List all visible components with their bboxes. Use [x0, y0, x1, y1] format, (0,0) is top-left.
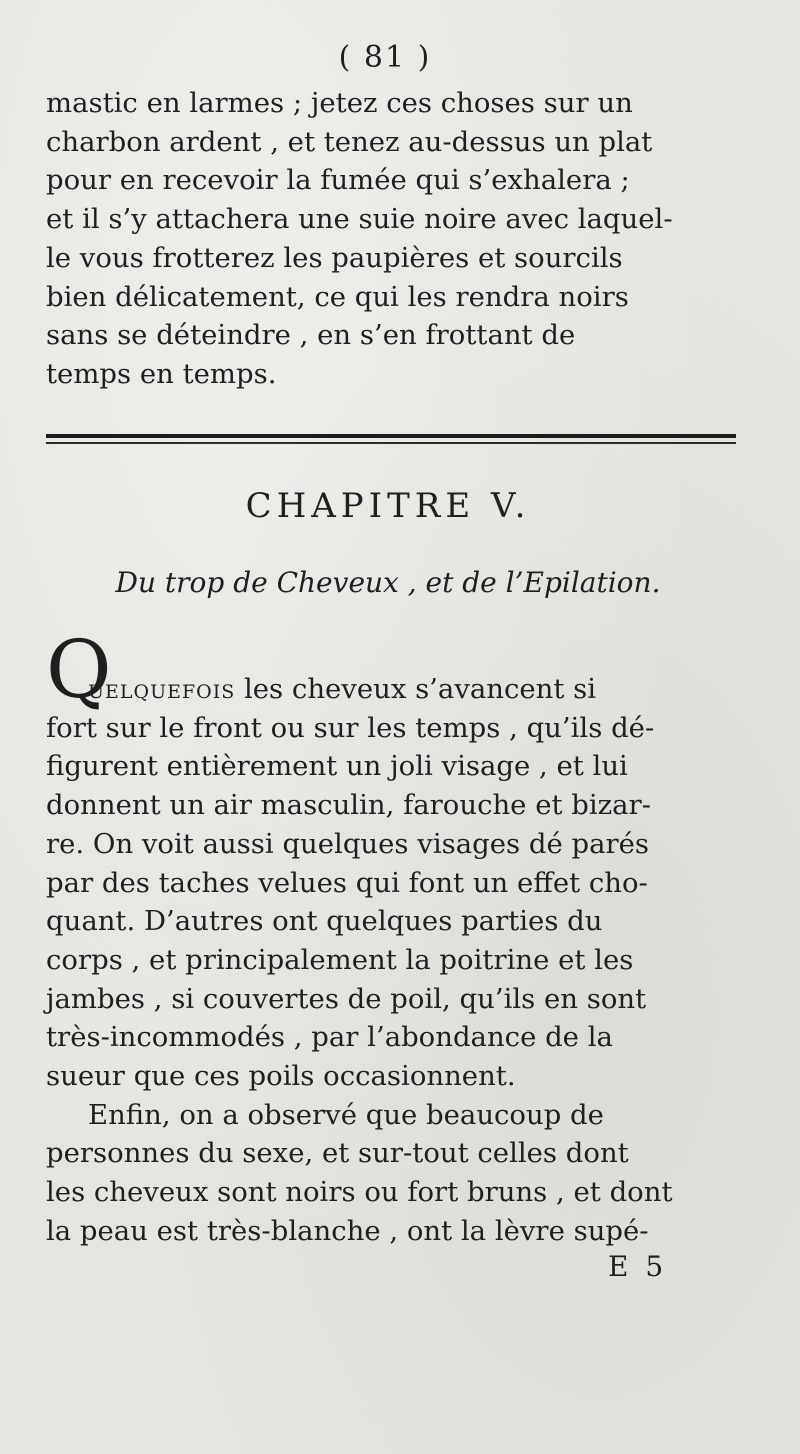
text-line: par des taches velues qui font un effet cho- [46, 866, 648, 899]
chapter-title: CHAPITRE V. [245, 486, 531, 526]
first-text-line [46, 670, 740, 709]
text-line: charbon ardent , et tenez au-dessus un plat [46, 125, 653, 158]
chapter-divider [46, 434, 736, 444]
page-number: ( 81 ) [338, 40, 432, 75]
text-line: quant. D’autres ont quelques parties du [46, 905, 603, 938]
text-line: la peau est très-blanche , ont la lèvre supé- [46, 1214, 649, 1247]
text-line: Enfin, on a observé que beaucoup de [88, 1098, 604, 1131]
text-line: fort sur le front ou sur les temps , qu’ils dé- [46, 711, 655, 744]
signature-mark: E 5 [608, 1250, 668, 1283]
opening-word: uelquefois [88, 673, 236, 705]
paragraph [46, 84, 740, 394]
paragraph [46, 1096, 740, 1251]
text-line: jambes , si couvertes de poil, qu’ils en sont [46, 982, 647, 1015]
drop-capital: Q [46, 623, 112, 716]
text-line: et il s’y attachera une suie noire avec laquel- [46, 203, 673, 236]
chapter-subtitle: Du trop de Cheveux , et de l’Epilation. [115, 566, 661, 599]
text-line: pour en recevoir la fumée qui s’exhalera ; [46, 164, 630, 197]
text-line: personnes du sexe, et sur-tout celles dont [46, 1137, 629, 1170]
divider-thick-rule [46, 434, 736, 438]
continuation-paragraph [46, 84, 740, 394]
opening-line-rest: les cheveux s’avancent si [235, 673, 597, 705]
text-line: re. On voit aussi quelques visages dé parés [46, 827, 649, 860]
text-line: figurent entièrement un joli visage , et lui [46, 750, 628, 783]
text-line: bien délicatement, ce qui les rendra noirs [46, 280, 629, 313]
text-line: très-incommodés , par l’abondance de la [46, 1021, 613, 1054]
text-line: mastic en larmes ; jetez ces choses sur un [46, 87, 633, 119]
text-line: le vous frotterez les paupières et sourcils [46, 241, 623, 274]
divider-thin-rule [46, 442, 736, 444]
text-line: sueur que ces poils occasionnent. [46, 1060, 516, 1093]
text-line: corps , et principalement la poitrine et les [46, 943, 634, 976]
text-line: les cheveux sont noirs ou fort bruns , et dont [46, 1176, 673, 1209]
text-line: donnent un air masculin, farouche et bizar- [46, 789, 651, 822]
chapter-body [46, 670, 740, 1251]
text-line: sans se déteindre , en s’en frottant de [46, 319, 576, 352]
paragraph [46, 670, 740, 1096]
text-line: temps en temps. [46, 357, 277, 390]
